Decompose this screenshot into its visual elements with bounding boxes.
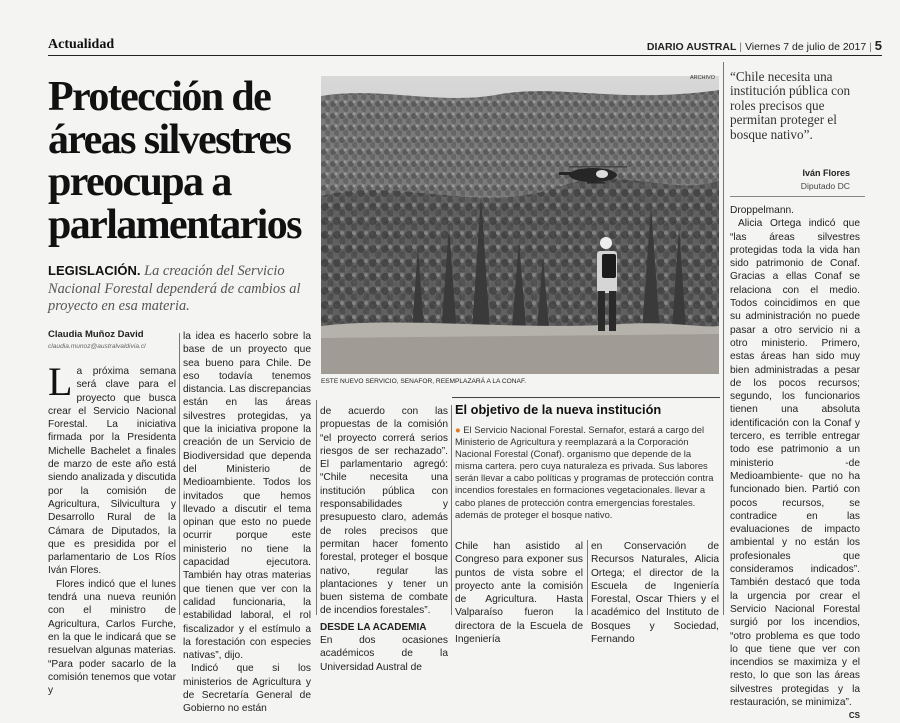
col-divider-4 — [587, 540, 588, 615]
article-photo — [321, 76, 719, 374]
box-title: El objetivo de la nueva institución — [455, 402, 662, 417]
quote-author: Iván Flores — [802, 168, 850, 178]
byline-email: claudia.munoz@australvaldivia.cl — [48, 343, 146, 350]
headline — [48, 76, 313, 246]
headline-line-3: preocupa a — [48, 159, 231, 205]
col2-paragraph-2: Indicó que si los ministerios de Agricultura y de Secretaría General de Gobierno no están — [183, 663, 311, 715]
kicker-text: La creación del Servicio Nacional Forestal dependerá de cambios al proyecto en esa materia. — [48, 263, 301, 314]
photo-caption: ESTE NUEVO SERVICIO, SENAFOR, REEMPLAZARÁ A LA CONAF. — [321, 378, 527, 385]
quote-role: Diputado DC — [800, 181, 850, 191]
section-label: Actualidad — [48, 37, 115, 52]
col-divider-1 — [179, 333, 180, 615]
headline-line-2: áreas silvestres — [48, 116, 291, 163]
column-3 — [320, 405, 448, 673]
col1-paragraph-1 — [48, 359, 176, 578]
col2-paragraph-1: la idea es hacerlo sobre la base de un proyecto que sea bueno para Chile. De eso todavía tenemos distancia. Las discrepancias están en las áreas silvestres protegidas, ya que la iniciativa propone la creación de un Servicio de Biodiversidad que dependa del Ministerio de Medioambiente. Todos los invitados que hemos llevado a discutir el tema opinan que esto no puede ocurrir porque este ministerio no tiene la capacidad ejecutora. También hay otras materias que tienen que ver con la calidad funcionaria, la estabilidad laboral, el rol fiscalizador y el estímulo a la forestación con especies nativas”, dijo. — [183, 331, 311, 662]
kicker — [48, 262, 308, 316]
page-number: 5 — [874, 38, 882, 53]
headline-line-4: parlamentarios — [48, 201, 301, 248]
end-mark: CS — [848, 711, 860, 721]
drop-cap: L — [48, 359, 73, 404]
col4-paragraph-1: Chile han asistido al Congreso para exponer sus puntos de vista sobre el proyecto ante la comisión de Agricultura. Hasta Valparaíso fueron la directora de la Escuela de Ingeniería — [455, 541, 583, 646]
col-divider-5 — [723, 62, 724, 615]
col6-paragraph-0: Droppelmann. — [730, 205, 794, 216]
headline-line-1: Protección de — [48, 74, 271, 120]
col6-paragraph-1 — [730, 217, 860, 721]
paper-header — [647, 38, 882, 53]
col5-paragraph-1: en Conservación de Recursos Naturales, Alicia Ortega; el director de la Escuela de Ingeniería Forestal, Oscar Thiers y el académico del Instituto de Bosques y Sociedad, Fernando — [591, 541, 719, 646]
column-4 — [455, 540, 583, 646]
quote-bottom-rule — [730, 196, 865, 197]
col-divider-2 — [316, 400, 317, 615]
box-body: El Servicio Nacional Forestal. Sernafor, estará a cargo del Ministerio de Agricultura y reemplazará a la Corporación Nacional Forestal (Conaf). organismo que depende de la misma cartera. pero cuya naturaleza es privada. Sus labores serán llevar a cabo políticas y programas de protección contra incendios forestales en formaciones vegetacionales. llevar a cabo planes de protección contra emergencias forestales. además de proteger el bosque nativo. — [455, 424, 714, 520]
pull-quote: “Chile necesita una institución pública con roles precisos que permitan proteger el bosque nativo”. — [730, 69, 851, 142]
kicker-label: LEGISLACIÓN. — [48, 263, 141, 278]
byline-author: Claudia Muñoz David — [48, 329, 144, 340]
subhead-academia: DESDE LA ACADEMIA — [320, 621, 427, 633]
col-divider-3 — [451, 405, 452, 615]
col1-paragraph-2: Flores indicó que el lunes tendrá una nueva reunión con el ministro de Agricultura, Carlos Furche, en la que le indicará que se resuelvan algunas materias. “Para poder sacarlo de la comisión tenemos que votar y — [48, 578, 176, 697]
box-bullet: ● — [455, 424, 461, 435]
photo-credit: ARCHIVO — [689, 75, 715, 81]
column-6 — [730, 204, 860, 721]
header-sep-2: | — [869, 41, 875, 53]
header-rule — [48, 55, 882, 56]
column-1 — [48, 359, 176, 697]
col6-p1-text: Alicia Ortega indicó que “las áreas silvestres protegidas toda la vida han sido patrimonio de Conaf. Gracias a ellas Conaf se relaciona con el medio. Todos coincidimos en que su administración no puede pasar a otro servicio ni a otro ministerio. Primero, estas áreas han sido muy bien administradas a pesar de los pocos recursos; segundo, los funcionarios tienen una absoluta identificación con la Conaf y tercero, es terrible entregar todo ese patrimonio a un ministerio -de Medioambiente- que no ha funcionado bien. Partió con pocos recursos, se contradice en las evaluaciones de impacto ambiental y no están los profesionales que consideramos indicados”. También destacó que toda la urgencia por crear el Servicio Nacional Forestal surgió por los incendios, “otro problema es que todo lo que tiene que ver con incendios se maximiza y el resto, lo que son las áreas silvestres protegidas y la restauración, se minimiza”. — [730, 218, 860, 708]
col1-p1-text: a próxima semana será clave para el proyecto que busca crear el Servicio Nacional Forestal. La iniciativa firmada por la Presidenta Michelle Bachelet a finales de marzo de este año está siendo analizada y discutida por la comisión de Agricultura, Silvicultura y Desarrollo Rural de la Cámara de Diputados, la que es presidida por el parlamentario de Los Ríos Iván Flores. — [48, 366, 176, 577]
col3-paragraph-1: de acuerdo con las propuestas de la comisión “el proyecto correrá serios riesgos de ser rechazado”. El parlamentario agregó: “Chile necesita una institución pública con responsabilidades y presupuesto claro, además de roles precisos que permitan hacer fomento forestal, proteger el bosque nativo, regular las plantaciones y tener un buen sistema de combate de incendios forestales”. — [320, 406, 448, 617]
column-5 — [591, 540, 719, 646]
col3-paragraph-2: En dos ocasiones académicos de la Universidad Austral de — [320, 635, 448, 673]
paper-name: DIARIO AUSTRAL — [646, 41, 737, 53]
issue-date: Viernes 7 de julio de 2017 — [744, 41, 867, 53]
box-top-rule — [452, 397, 720, 398]
column-2 — [183, 330, 311, 715]
box-text — [455, 424, 720, 521]
forest-helicopter-image — [321, 76, 719, 374]
header-sep-1: | — [739, 41, 745, 53]
